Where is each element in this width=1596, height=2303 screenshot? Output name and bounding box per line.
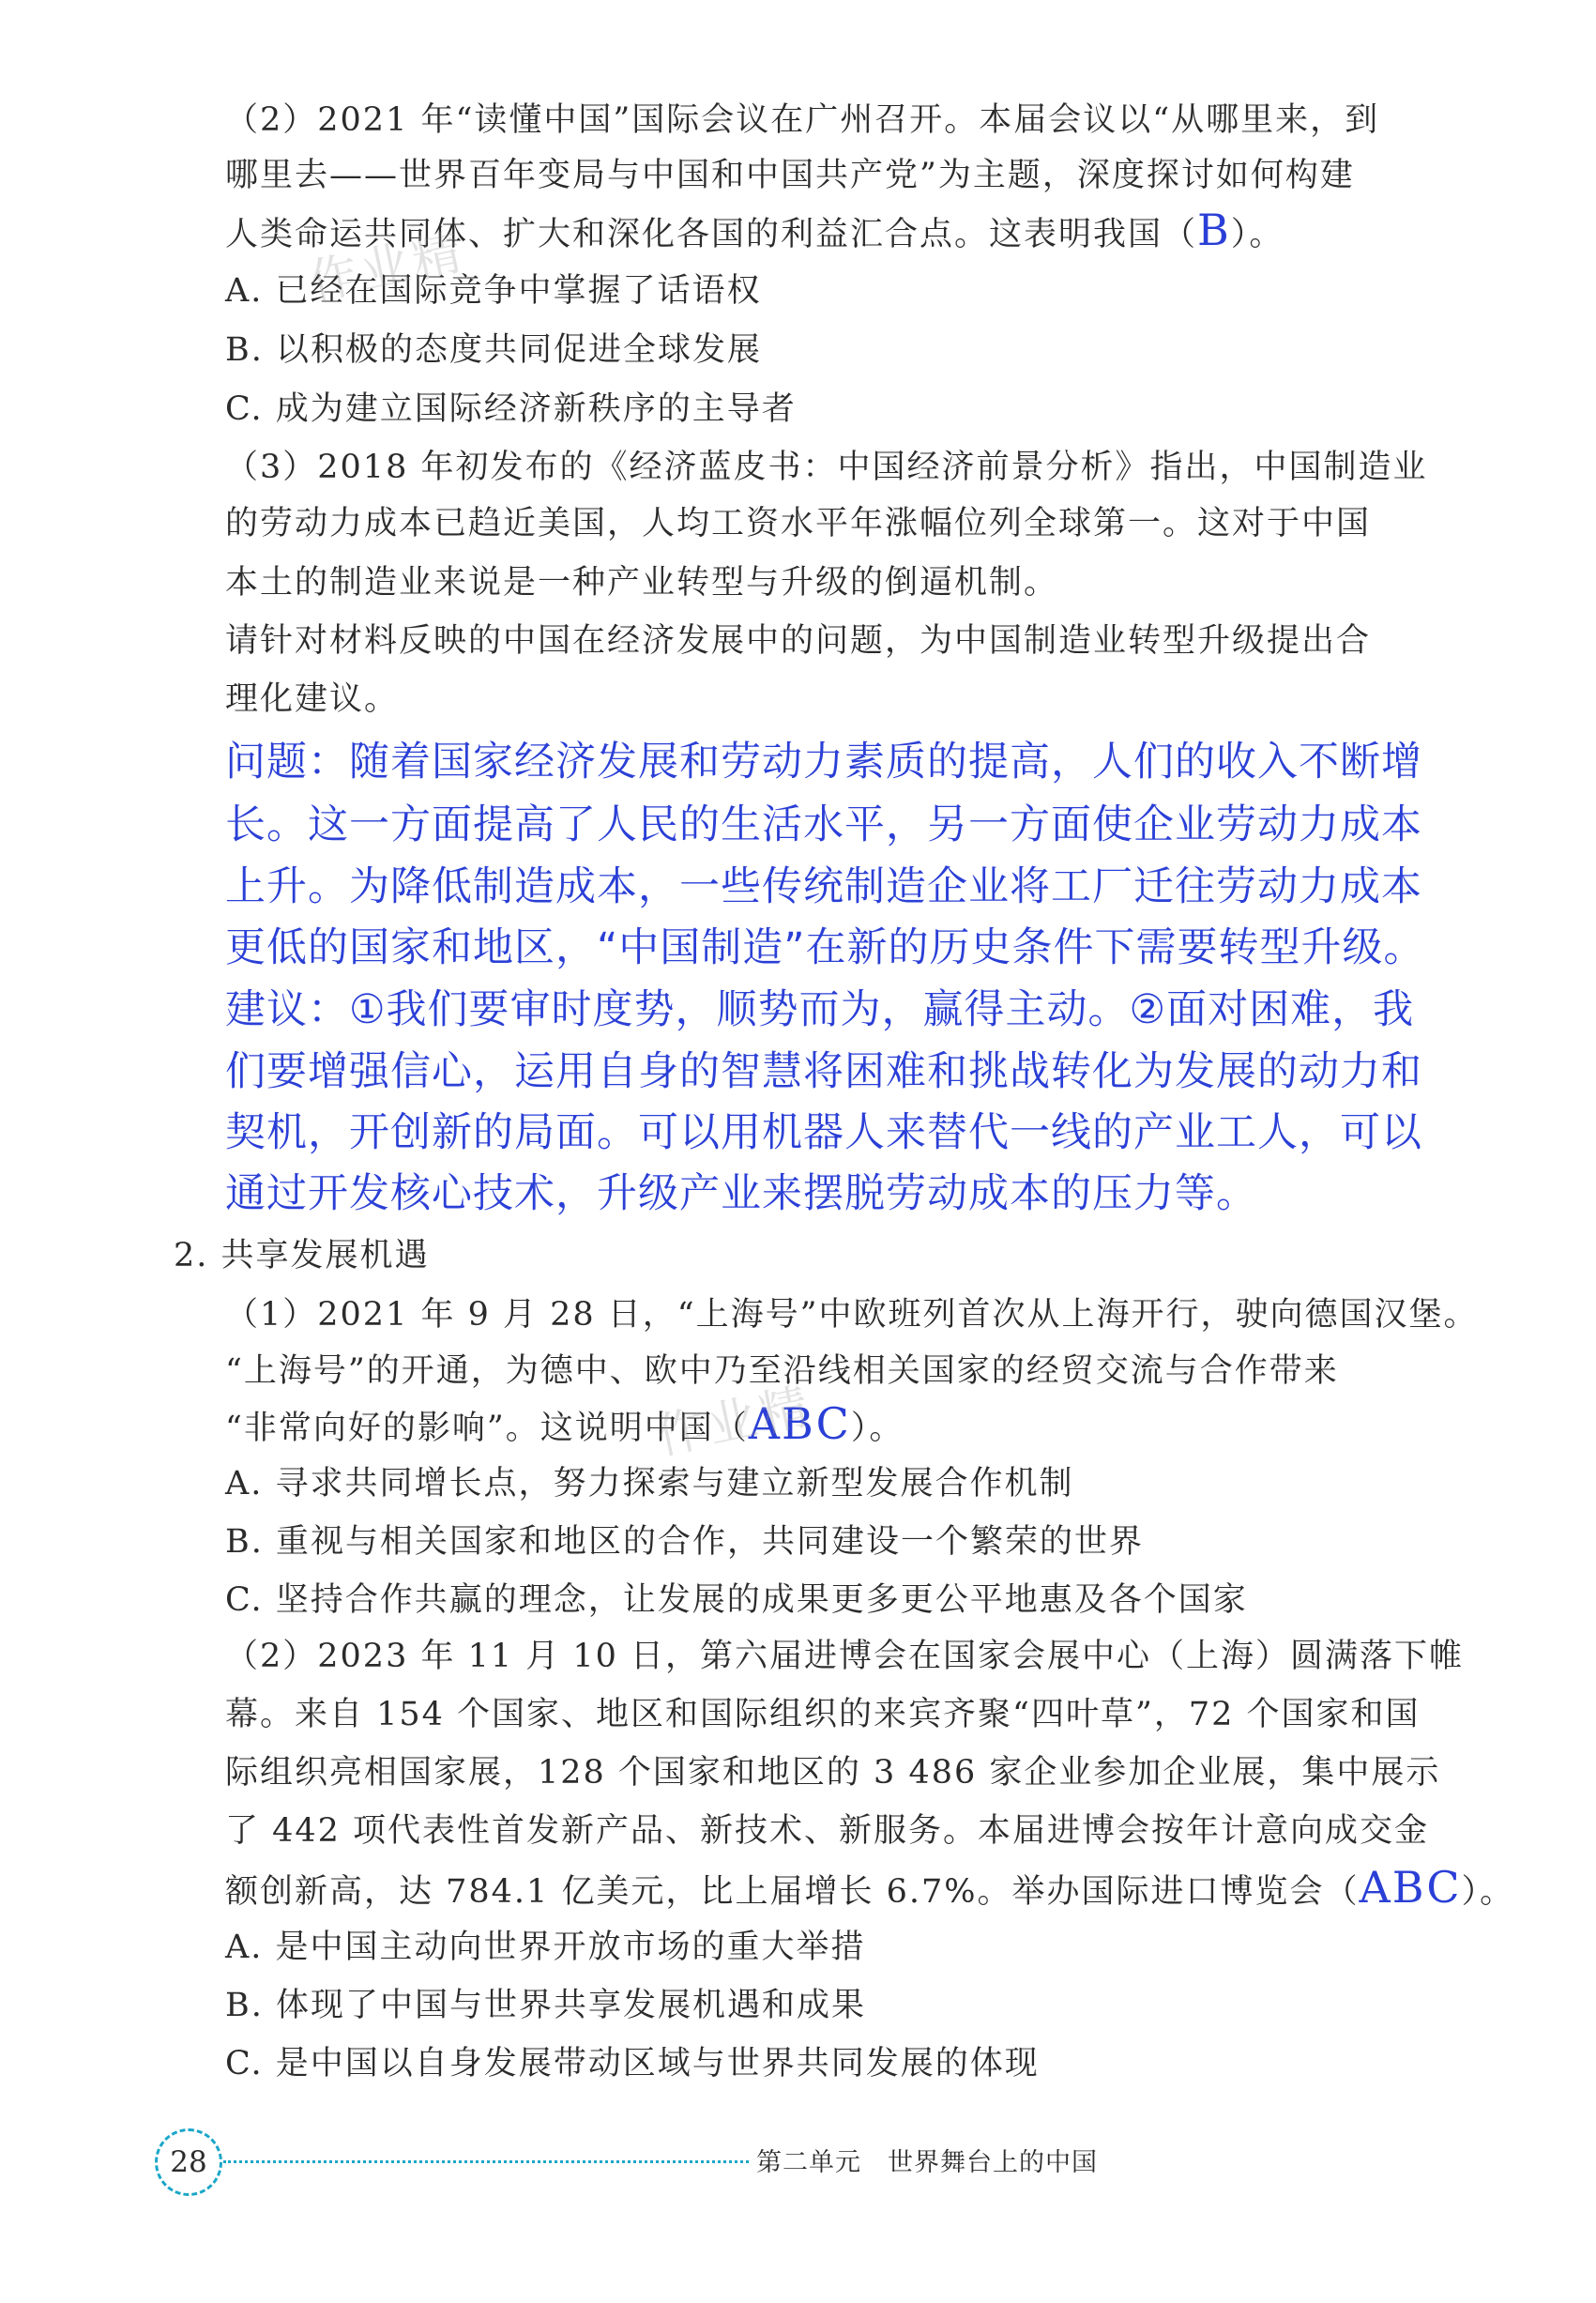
q2-p1-close: ）。	[850, 1410, 904, 1447]
q2-p2-option-a: A. 是中国主动向世界开放市场的重大举措	[225, 1929, 866, 1966]
q2-p1-option-c: C. 坚持合作共赢的理念，让发展的成果更多更公平地惠及各个国家	[225, 1581, 1248, 1619]
q2-p2-line-5	[225, 1862, 1514, 1913]
q2-p2-answer: ABC	[1359, 1862, 1462, 1913]
q1-p3-answer-line-2: 长。这一方面提高了人民的生活水平，另一方面使企业劳动力成本	[225, 801, 1422, 848]
svg-text:作业精灵: 作业精灵	[651, 1373, 820, 1467]
q1-p3-answer-line-4: 更低的国家和地区，“中国制造”在新的历史条件下需要转型升级。	[225, 924, 1425, 971]
q2-p2-option-c: C. 是中国以自身发展带动区域与世界共同发展的体现	[225, 2045, 1040, 2082]
q2-p2-option-b: B. 体现了中国与世界共享发展机遇和成果	[225, 1987, 866, 2024]
q1-p3-answer-line-5: 建议：①我们要审时度势，顺势而为，赢得主动。②面对困难，我	[225, 986, 1415, 1033]
q2-heading: 2. 共享发展机遇	[174, 1237, 430, 1274]
q1-p3-line-5: 理化建议。	[225, 680, 400, 718]
q1-p3-answer-line-7: 契机，开创新的局面。可以用机器人来替代一线的产业工人，可以	[225, 1109, 1422, 1156]
q2-p2-line-5-text: 额创新高，达 784.1 亿美元，比上届增长 6.7%。举办国际进口博览会（	[225, 1873, 1360, 1911]
page-number: 28	[155, 2128, 222, 2196]
q2-p1-option-b: B. 重视与相关国家和地区的合作，共同建设一个繁荣的世界	[225, 1523, 1144, 1561]
q1-p2-option-c: C. 成为建立国际经济新秩序的主导者	[225, 390, 797, 428]
q2-p2-line-4: 了 442 项代表性首发新产品、新技术、新服务。本届进博会按年计意向成交金	[225, 1812, 1430, 1850]
svg-text:作业精灵: 作业精灵	[304, 219, 473, 313]
q1-p2-line-1: （2）2021 年“读懂中国”国际会议在广州召开。本届会议以“从哪里来，到	[225, 101, 1380, 139]
q1-p3-line-4: 请针对材料反映的中国在经济发展中的问题，为中国制造业转型升级提出合	[225, 622, 1372, 660]
q1-p2-close: ）。	[1230, 216, 1284, 253]
q2-p2-line-3: 际组织亮相国家展，128 个国家和地区的 3 486 家企业参加企业展，集中展示	[225, 1754, 1441, 1792]
q1-p2-option-a: A. 已经在国际竞争中掌握了话语权	[225, 272, 762, 310]
q2-p1-line-1: （1）2021 年 9 月 28 日，“上海号”中欧班列首次从上海开行，驶向德国汉堡。	[225, 1296, 1479, 1334]
q2-p2-close: ）。	[1461, 1873, 1515, 1911]
q1-p3-answer-line-3: 上升。为降低制造成本，一些传统制造企业将工厂迁往劳动力成本	[225, 863, 1422, 910]
q1-p2-option-b: B. 以积极的态度共同促进全球发展	[225, 331, 762, 369]
q2-p1-option-a: A. 寻求共同增长点，努力探索与建立新型发展合作机制	[225, 1465, 1074, 1502]
q2-p1-line-3-text: “非常向好的影响”。这说明中国（	[225, 1410, 749, 1447]
q1-p3-answer-line-1: 问题：随着国家经济发展和劳动力素质的提高，人们的收入不断增	[225, 739, 1422, 785]
q1-p3-line-2: 的劳动力成本已趋近美国，人均工资水平年涨幅位列全球第一。这对于中国	[225, 505, 1372, 542]
q1-p2-line-3-text: 人类命运共同体、扩大和深化各国的利益汇合点。这表明我国（	[225, 216, 1198, 253]
footer-unit-title: 第二单元 世界舞台上的中国	[756, 2148, 1098, 2177]
q1-p3-answer-line-8: 通过开发核心技术，升级产业来摆脱劳动成本的压力等。	[225, 1170, 1257, 1217]
q1-p3-line-1: （3）2018 年初发布的《经济蓝皮书：中国经济前景分析》指出，中国制造业	[225, 449, 1428, 486]
q2-p1-line-2: “上海号”的开通，为德中、欧中乃至沿线相关国家的经贸交流与合作带来	[225, 1352, 1339, 1390]
footer-dotted-rule	[223, 2160, 749, 2163]
q1-p2-line-2: 哪里去——世界百年变局与中国和中国共产党”为主题，深度探讨如何构建	[225, 157, 1355, 194]
q2-p2-line-2: 幕。来自 154 个国家、地区和国际组织的来宾齐聚“四叶草”，72 个国家和国	[225, 1696, 1421, 1733]
q1-p3-answer-line-6: 们要增强信心，运用自身的智慧将困难和挑战转化为发展的动力和	[225, 1048, 1422, 1095]
q2-p2-line-1: （2）2023 年 11 月 10 日，第六届进博会在国家会展中心（上海）圆满落下帷	[225, 1638, 1465, 1675]
q1-p3-line-3: 本土的制造业来说是一种产业转型与升级的倒逼机制。	[225, 564, 1059, 602]
q2-p1-answer: ABC	[748, 1398, 851, 1449]
q1-p2-answer: B	[1197, 205, 1231, 255]
